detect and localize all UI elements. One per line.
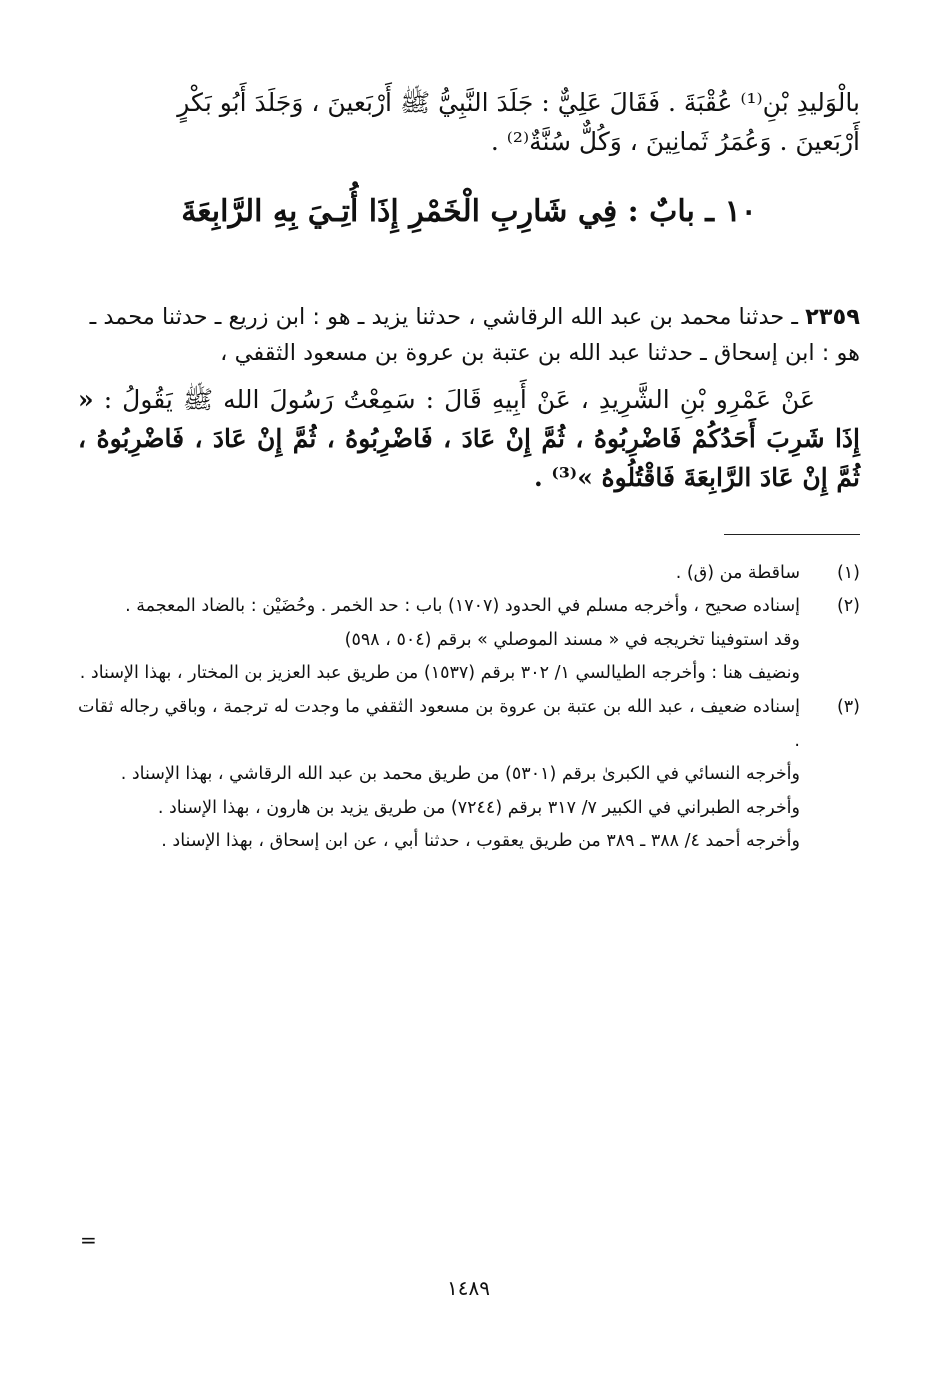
footnote-line: ونضيف هنا : وأخرجه الطيالسي ١/ ٣٠٢ برقم (١٥٣٧) من طريق عبد العزيز بن المختار ، بهذا الإسناد . xyxy=(79,663,800,684)
hadith-isnad xyxy=(78,299,860,372)
footnote xyxy=(78,691,860,859)
page-number: ١٤٨٩ xyxy=(447,1276,490,1300)
footnotes xyxy=(78,557,860,859)
hadith-number: ٢٣٥٩ xyxy=(805,303,860,330)
matn-intro: عَنْ عَمْرِو بْنِ الشَّرِيدِ ، عَنْ أَبِيهِ قَالَ : سَمِعْتُ رَسُولَ الله ﷺ يَقُولُ : xyxy=(103,385,815,415)
continuation-mark: = xyxy=(80,1228,97,1252)
prophetic-saying: « إِذَا شَرِبَ أَحَدُكُمْ فَاضْرِبُوهُ ، ثُمَّ إِنْ عَادَ ، فَاضْرِبُوهُ ، ثُمَّ إِنْ عَادَ ، فَاضْرِبُوهُ ، ثُمَّ إِنْ عَادَ الرَّابِعَةَ فَاقْتُلُوهُ »⁽³⁾ . xyxy=(78,385,860,492)
footnote xyxy=(78,590,860,691)
chapter-title: ـ بابٌ : فِي شَارِبِ الْخَمْرِ إِذَا أُتِـيَ بِهِ الرَّابِعَةَ xyxy=(181,193,715,229)
footnote-number: (٣) xyxy=(836,697,860,717)
chapter-number: ١٠ xyxy=(724,193,757,229)
footnote xyxy=(78,557,860,591)
footnote-line: وأخرجه الطبراني في الكبير ٧/ ٣١٧ برقم (٧٢٤٤) من طريق يزيد بن هارون ، بهذا الإسناد . xyxy=(157,797,800,818)
footnote-line: وقد استوفينا تخريجه في « مسند الموصلي » برقم (٥٠٤ ، ٥٩٨) xyxy=(344,629,800,650)
footnote-line: وأخرجه أحمد ٤/ ٣٨٨ ـ ٣٨٩ من طريق يعقوب ، حدثنا أبي ، عن ابن إسحاق ، بهذا الإسناد . xyxy=(161,831,800,852)
continuation-line: بالْوَليدِ بْنِ⁽¹⁾ عُقْبَةَ . فَقَالَ عَلِيٌّ : جَلَدَ النَّبِيُّ ﷺ أَرْبَعينَ ، وَجَلَدَ أَبُو بَكْرٍ xyxy=(177,88,860,117)
footnote-number: (٢) xyxy=(836,596,860,617)
chapter-heading xyxy=(78,194,860,229)
footnote-line: ساقطة من (ق) . xyxy=(675,562,800,583)
page-content xyxy=(78,84,860,859)
footnote-line: وأخرجه النسائي في الكبرىٰ برقم (٥٣٠١) من طريق محمد بن عبد الله الرقاشي ، بهذا الإسناد . xyxy=(120,764,800,785)
hadith-matn xyxy=(78,381,860,497)
footnote-divider xyxy=(724,534,860,535)
footnote-line: إسناده صحيح ، وأخرجه مسلم في الحدود (١٧٠٧) باب : حد الخمر . وحُضَيْن : بالضاد المعجمة . xyxy=(125,596,800,617)
previous-hadith-continuation xyxy=(78,84,860,162)
continuation-line: أَرْبَعينَ . وَعُمَرُ ثَمانِينَ ، وَكُلٌّ سُنَّةٌ⁽²⁾ . xyxy=(490,126,860,156)
hadith-chain-text: ـ حدثنا محمد بن عبد الله الرقاشي ، حدثنا يزيد ـ هو : ابن زريع ـ حدثنا محمد ـ هو : ابن إسحاق ـ حدثنا عبد الله بن عتبة بن عروة بن مسعود الثقفي ، xyxy=(89,303,860,366)
footnote-number: (١) xyxy=(836,562,860,583)
footnote-line: إسناده ضعيف ، عبد الله بن عتبة بن عروة بن مسعود الثقفي ما وجدت له ترجمة ، وباقي رجاله ثقات . xyxy=(78,697,800,751)
